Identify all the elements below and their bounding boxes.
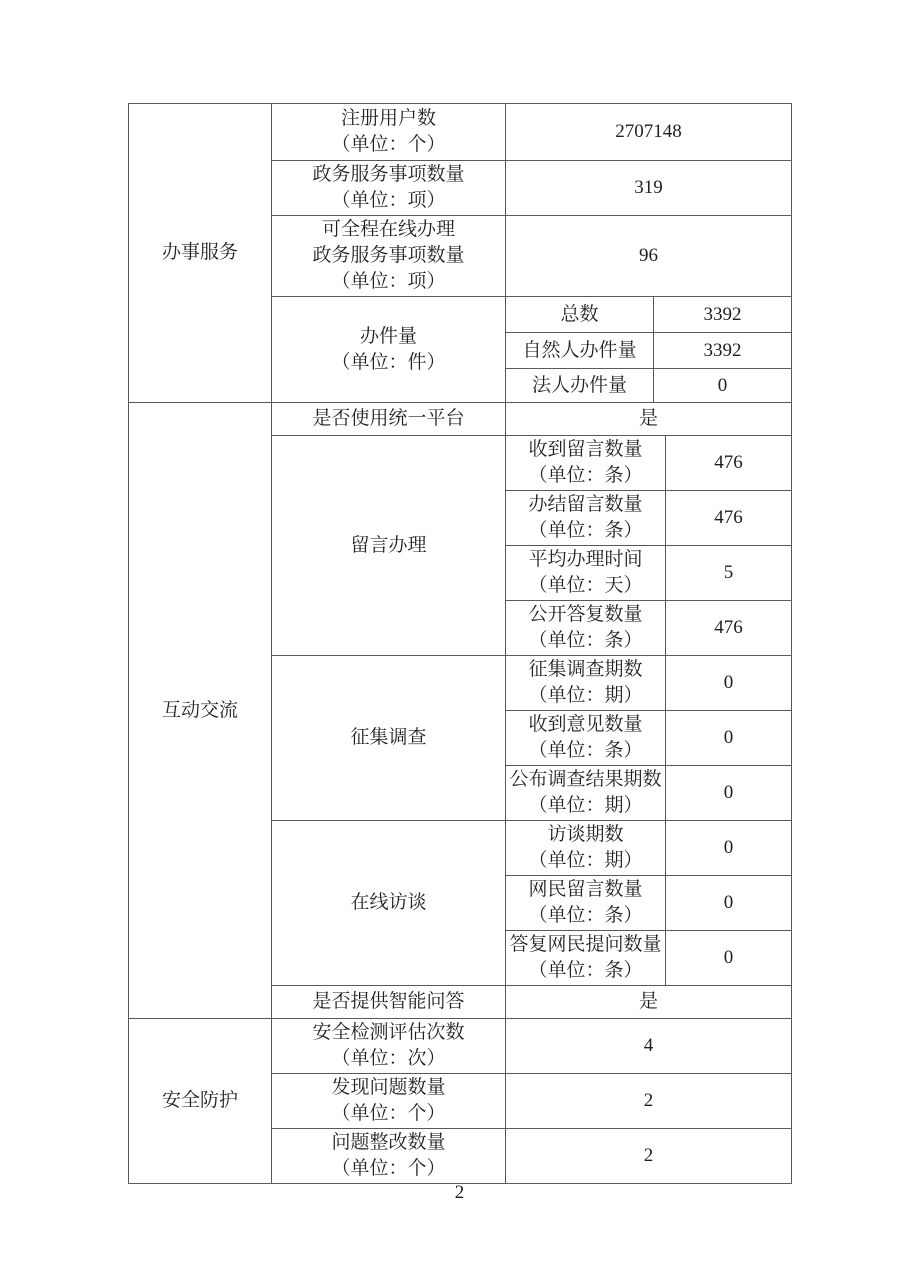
messages-completed-label: 办结留言数量: [528, 494, 643, 515]
interviews-periods-value: 0: [666, 821, 792, 876]
security-problems-found-label: 发现问题数量: [331, 1077, 446, 1098]
case-volume-title: 办件量: [359, 325, 417, 347]
messages-title: 留言办理: [350, 534, 427, 556]
surveys-periods-label-cell: [506, 656, 666, 711]
security-assessments-label-cell: [272, 1019, 506, 1074]
interviews-messages-unit: （单位：条）: [528, 905, 643, 926]
subgroup-interviews-cell: [272, 821, 506, 986]
interviews-periods-label: 访谈期数: [547, 824, 624, 845]
online-items-label-line2: 政务服务事项数量: [312, 245, 465, 266]
section-service-title: 办事服务: [161, 242, 238, 263]
interviews-messages-label: 网民留言数量: [528, 879, 643, 900]
service-items-label: 政务服务事项数量: [312, 164, 465, 185]
surveys-opinions-label: 收到意见数量: [528, 714, 643, 735]
messages-public-replies-label: 公开答复数量: [528, 604, 643, 625]
case-total-value: 3392: [654, 297, 792, 333]
messages-public-replies-label-cell: [506, 601, 666, 656]
interviews-replies-label-cell: [506, 931, 666, 986]
messages-avg-time-unit: （单位：天）: [528, 575, 643, 596]
case-total-label: 总数: [506, 297, 654, 333]
section-security-title: 安全防护: [161, 1090, 238, 1111]
section-interaction-title: 互动交流: [161, 699, 238, 721]
interviews-periods-label-cell: [506, 821, 666, 876]
case-volume-unit: （单位：件）: [331, 351, 446, 373]
section-interaction-cell: [129, 403, 272, 1019]
section-service-cell: [129, 104, 272, 403]
surveys-results-value: 0: [666, 766, 792, 821]
subgroup-messages-cell: [272, 436, 506, 656]
online-items-label-cell: [272, 216, 506, 297]
security-assessments-label: 安全检测评估次数: [312, 1022, 465, 1043]
surveys-title: 征集调查: [350, 727, 427, 748]
security-problems-found-unit: （单位：个）: [331, 1103, 446, 1124]
surveys-opinions-value: 0: [666, 711, 792, 766]
case-legal-person-label: 法人办件量: [506, 369, 654, 403]
messages-public-replies-value: 476: [666, 601, 792, 656]
security-problems-fixed-label-cell: [272, 1129, 506, 1184]
registered-users-value: 2707148: [506, 104, 792, 161]
messages-received-label: 收到留言数量: [528, 439, 643, 460]
surveys-results-label: 公布调查结果期数: [509, 769, 662, 790]
messages-avg-time-value: 5: [666, 546, 792, 601]
interviews-messages-value: 0: [666, 876, 792, 931]
surveys-periods-unit: （单位：期）: [528, 685, 643, 706]
surveys-opinions-label-cell: [506, 711, 666, 766]
interviews-replies-unit: （单位：条）: [528, 960, 643, 981]
case-natural-person-label: 自然人办件量: [506, 333, 654, 369]
security-problems-fixed-label: 问题整改数量: [331, 1132, 446, 1153]
surveys-results-label-cell: [506, 766, 666, 821]
unified-platform-label: 是否使用统一平台: [272, 403, 506, 436]
registered-users-unit: （单位：个）: [331, 134, 446, 155]
interviews-replies-value: 0: [666, 931, 792, 986]
security-problems-fixed-value: 2: [506, 1129, 792, 1184]
registered-users-label: 注册用户数: [340, 108, 436, 129]
security-problems-found-value: 2: [506, 1074, 792, 1129]
service-items-label-cell: [272, 161, 506, 216]
subgroup-surveys-cell: [272, 656, 506, 821]
surveys-periods-value: 0: [666, 656, 792, 711]
security-problems-found-label-cell: [272, 1074, 506, 1129]
surveys-results-unit: （单位：期）: [528, 795, 643, 816]
messages-completed-label-cell: [506, 491, 666, 546]
unified-platform-value: 是: [506, 403, 792, 436]
security-assessments-value: 4: [506, 1019, 792, 1074]
case-legal-person-value: 0: [654, 369, 792, 403]
messages-received-value: 476: [666, 436, 792, 491]
messages-avg-time-label-cell: [506, 546, 666, 601]
interviews-messages-label-cell: [506, 876, 666, 931]
interviews-title: 在线访谈: [350, 892, 427, 913]
service-items-value: 319: [506, 161, 792, 216]
online-items-value: 96: [506, 216, 792, 297]
interviews-periods-unit: （单位：期）: [528, 850, 643, 871]
surveys-opinions-unit: （单位：条）: [528, 740, 643, 761]
case-natural-person-value: 3392: [654, 333, 792, 369]
messages-completed-value: 476: [666, 491, 792, 546]
page-number: 2: [454, 1182, 465, 1203]
messages-received-unit: （单位：条）: [528, 465, 643, 486]
online-items-unit: （单位：项）: [331, 271, 446, 292]
surveys-periods-label: 征集调查期数: [528, 659, 643, 680]
security-problems-fixed-unit: （单位：个）: [331, 1158, 446, 1179]
smart-qa-value: 是: [506, 986, 792, 1019]
messages-completed-unit: （单位：条）: [528, 520, 643, 541]
messages-avg-time-label: 平均办理时间: [528, 549, 643, 570]
security-assessments-unit: （单位：次）: [331, 1048, 446, 1069]
registered-users-label-cell: [272, 104, 506, 161]
messages-public-replies-unit: （单位：条）: [528, 630, 643, 651]
service-items-unit: （单位：项）: [331, 190, 446, 211]
online-items-label-line1: 可全程在线办理: [321, 219, 455, 240]
report-table: [128, 103, 792, 1184]
smart-qa-label: 是否提供智能问答: [272, 986, 506, 1019]
subgroup-case-volume-cell: [272, 297, 506, 403]
messages-received-label-cell: [506, 436, 666, 491]
interviews-replies-label: 答复网民提问数量: [509, 934, 662, 955]
section-security-cell: [129, 1019, 272, 1184]
